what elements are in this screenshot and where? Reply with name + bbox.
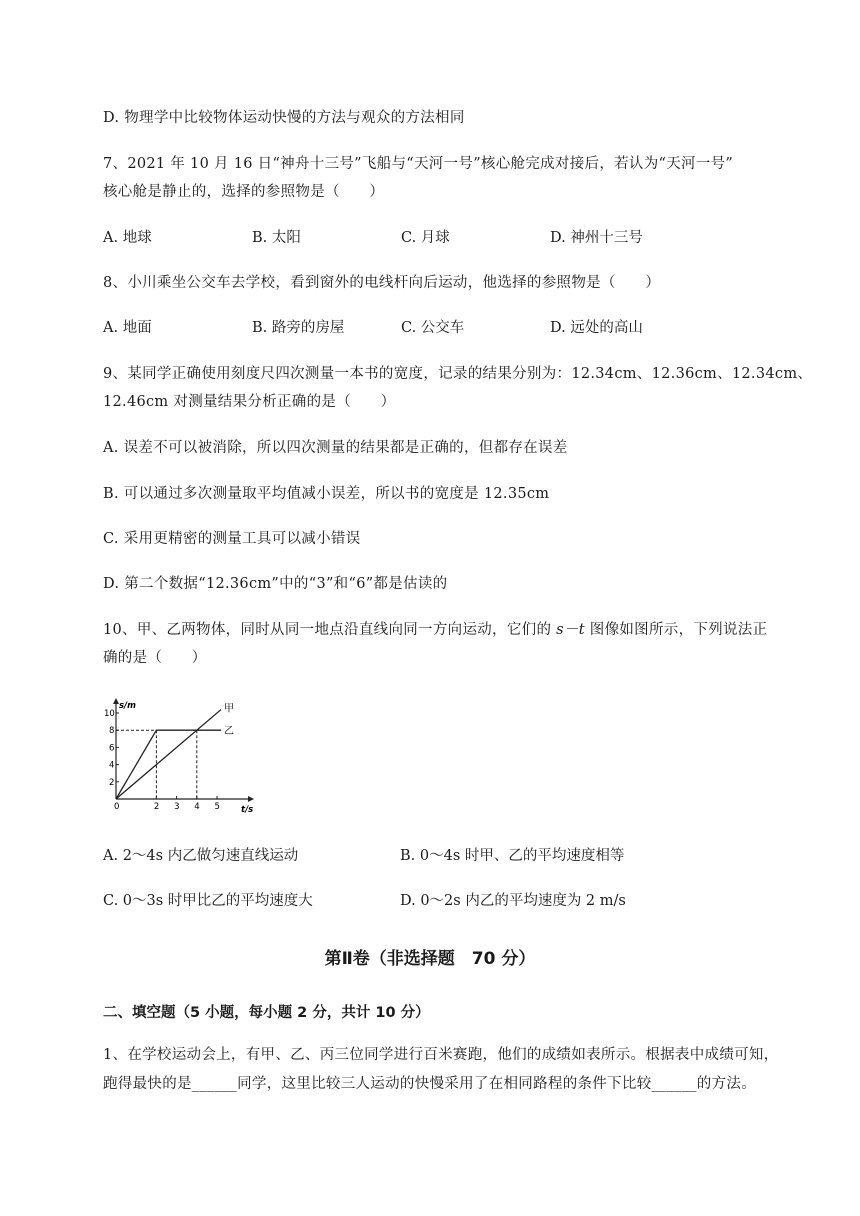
series-line-2 bbox=[116, 730, 221, 799]
question-10-option-b: B. 0～4s 时甲、乙的平均速度相等 bbox=[400, 848, 625, 864]
question-10-stem-math: s－t bbox=[556, 622, 585, 638]
y-tick-label: 8 bbox=[109, 726, 115, 737]
question-8-option-d: D. 远处的高山 bbox=[550, 320, 643, 336]
x-tick-label: 2 bbox=[153, 802, 160, 812]
series-label-2: 乙 bbox=[224, 726, 235, 738]
x-tick-label: 3 bbox=[174, 802, 180, 812]
fill-question-1-line1: 1、在学校运动会上，有甲、乙、丙三位同学进行百米赛跑，他们的成绩如表所示。根据表中成绩可知， bbox=[103, 1047, 779, 1063]
question-9-option-b: B. 可以通过多次测量取平均值减小误差，所以书的宽度是 12.35cm bbox=[103, 486, 550, 502]
y-tick-label: 4 bbox=[109, 760, 115, 771]
y-tick-label: 2 bbox=[109, 777, 115, 788]
fill-question-1-line2: 跑得最快的是______同学，这里比较三人运动的快慢采用了在相同路程的条件下比较______的方法。 bbox=[103, 1076, 756, 1092]
question-7-stem-line2: 核心舱是静止的，选择的参照物是（ ） bbox=[103, 184, 385, 200]
y-tick-label: 6 bbox=[109, 743, 115, 754]
x-tick-label: 4 bbox=[194, 802, 200, 812]
question-10-stem-line2: 确的是（ ） bbox=[103, 650, 207, 666]
question-7-stem-line1: 7、2021 年 10 月 16 日“神舟十三号”飞船与“天河一号”核心舱完成对接后，若认为“天河一号” bbox=[103, 156, 734, 172]
question-7-option-b: B. 太阳 bbox=[252, 230, 301, 246]
question-10-option-c: C. 0～3s 时甲比乙的平均速度大 bbox=[103, 893, 313, 909]
question-10-stem-line1 bbox=[103, 620, 767, 640]
question-9-stem-line1: 9、某同学正确使用刻度尺四次测量一本书的宽度，记录的结果分别为：12.34cm、12.36cm、12.34cm、 bbox=[103, 366, 813, 382]
x-axis-label: t/s bbox=[241, 805, 254, 815]
question-10-stem-text-b: 图像如图所示，下列说法正 bbox=[589, 622, 768, 638]
question-9-stem-line2: 12.46cm 对测量结果分析正确的是（ ） bbox=[103, 394, 396, 410]
question-8-option-c: C. 公交车 bbox=[401, 320, 465, 336]
st-graph bbox=[100, 696, 260, 826]
question-8-stem: 8、小川乘坐公交车去学校，看到窗外的电线杆向后运动，他选择的参照物是（ ） bbox=[103, 275, 661, 291]
question-8-option-b: B. 路旁的房屋 bbox=[252, 320, 345, 336]
question-7-option-d: D. 神州十三号 bbox=[550, 230, 643, 246]
question-8-option-a: A. 地面 bbox=[103, 320, 152, 336]
question-10-stem-text-a: 10、甲、乙两物体，同时从同一地点沿直线向同一方向运动，它们的 bbox=[103, 622, 552, 638]
question-10-option-a: A. 2～4s 内乙做匀速直线运动 bbox=[103, 848, 299, 864]
y-axis-label: s/m bbox=[119, 701, 137, 711]
x-axis-arrow bbox=[248, 796, 254, 802]
fill-in-section-heading: 二、填空题（5 小题，每小题 2 分，共计 10 分） bbox=[103, 1005, 430, 1021]
series-line-1 bbox=[116, 710, 221, 799]
y-tick-label: 10 bbox=[104, 709, 115, 719]
question-6-option-d: D. 物理学中比较物体运动快慢的方法与观众的方法相同 bbox=[103, 110, 465, 126]
question-9-option-d: D. 第二个数据“12.36cm”中的“3”和“6”都是估读的 bbox=[103, 576, 448, 592]
question-9-option-c: C. 采用更精密的测量工具可以减小错误 bbox=[103, 531, 361, 547]
question-10-option-d: D. 0～2s 内乙的平均速度为 2 m/s bbox=[400, 893, 626, 909]
question-9-option-a: A. 误差不可以被消除，所以四次测量的结果都是正确的，但都存在误差 bbox=[103, 440, 568, 456]
x-tick-label: 5 bbox=[214, 802, 220, 812]
question-7-option-c: C. 月球 bbox=[401, 230, 450, 246]
x-tick-label: 0 bbox=[114, 802, 120, 812]
question-7-option-a: A. 地球 bbox=[103, 230, 152, 246]
part-2-title: 第Ⅱ卷（非选择题 70 分） bbox=[324, 949, 536, 969]
series-label-1: 甲 bbox=[224, 703, 235, 715]
